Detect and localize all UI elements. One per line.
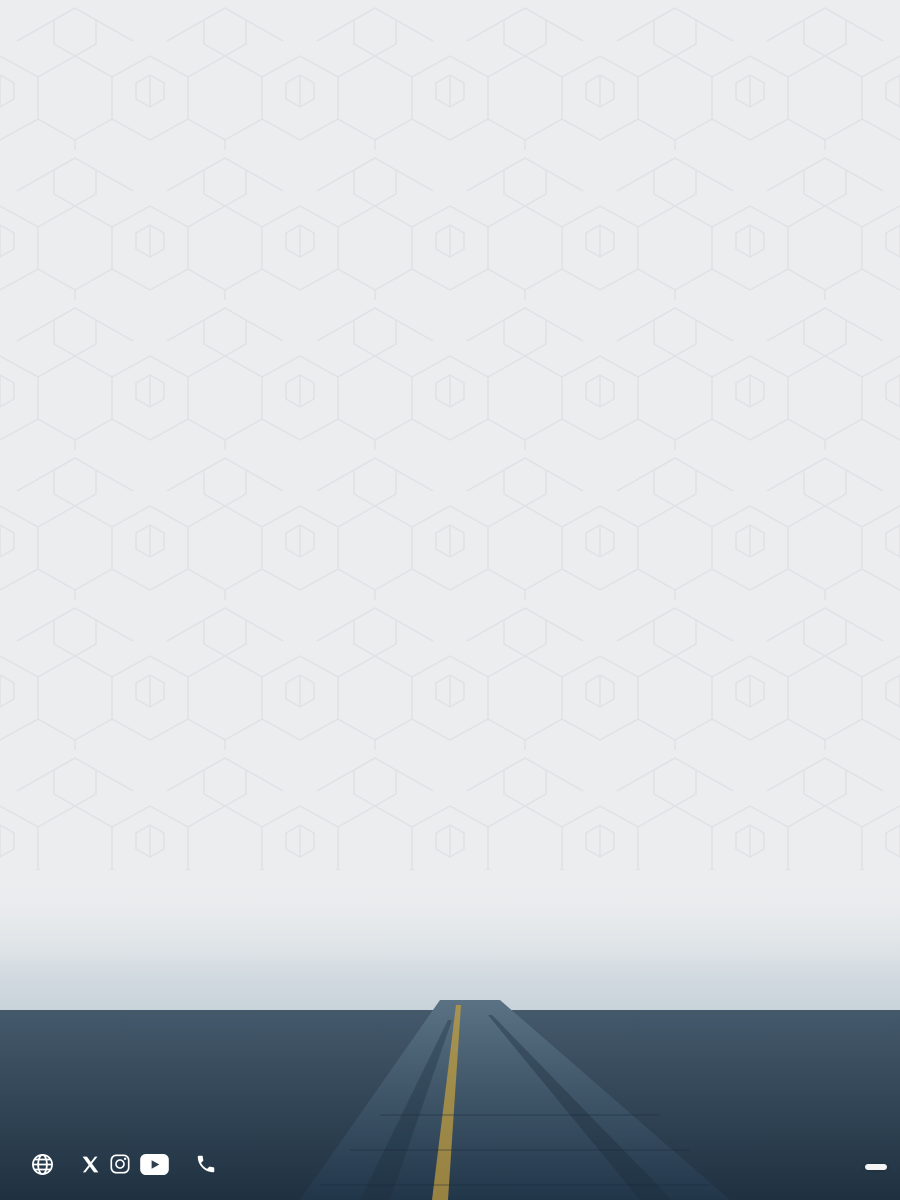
instagram-icon — [109, 1153, 131, 1175]
phone-icon — [195, 1153, 217, 1175]
youtube-icon — [140, 1154, 169, 1175]
footer-contacts — [30, 1150, 217, 1184]
website-group — [30, 1150, 55, 1184]
globe-icon — [30, 1152, 55, 1177]
social-group — [81, 1150, 169, 1184]
phone-group — [195, 1150, 217, 1184]
x-icon — [81, 1155, 100, 1174]
page-indicator-badge — [865, 1164, 887, 1170]
article-body — [30, 56, 870, 66]
